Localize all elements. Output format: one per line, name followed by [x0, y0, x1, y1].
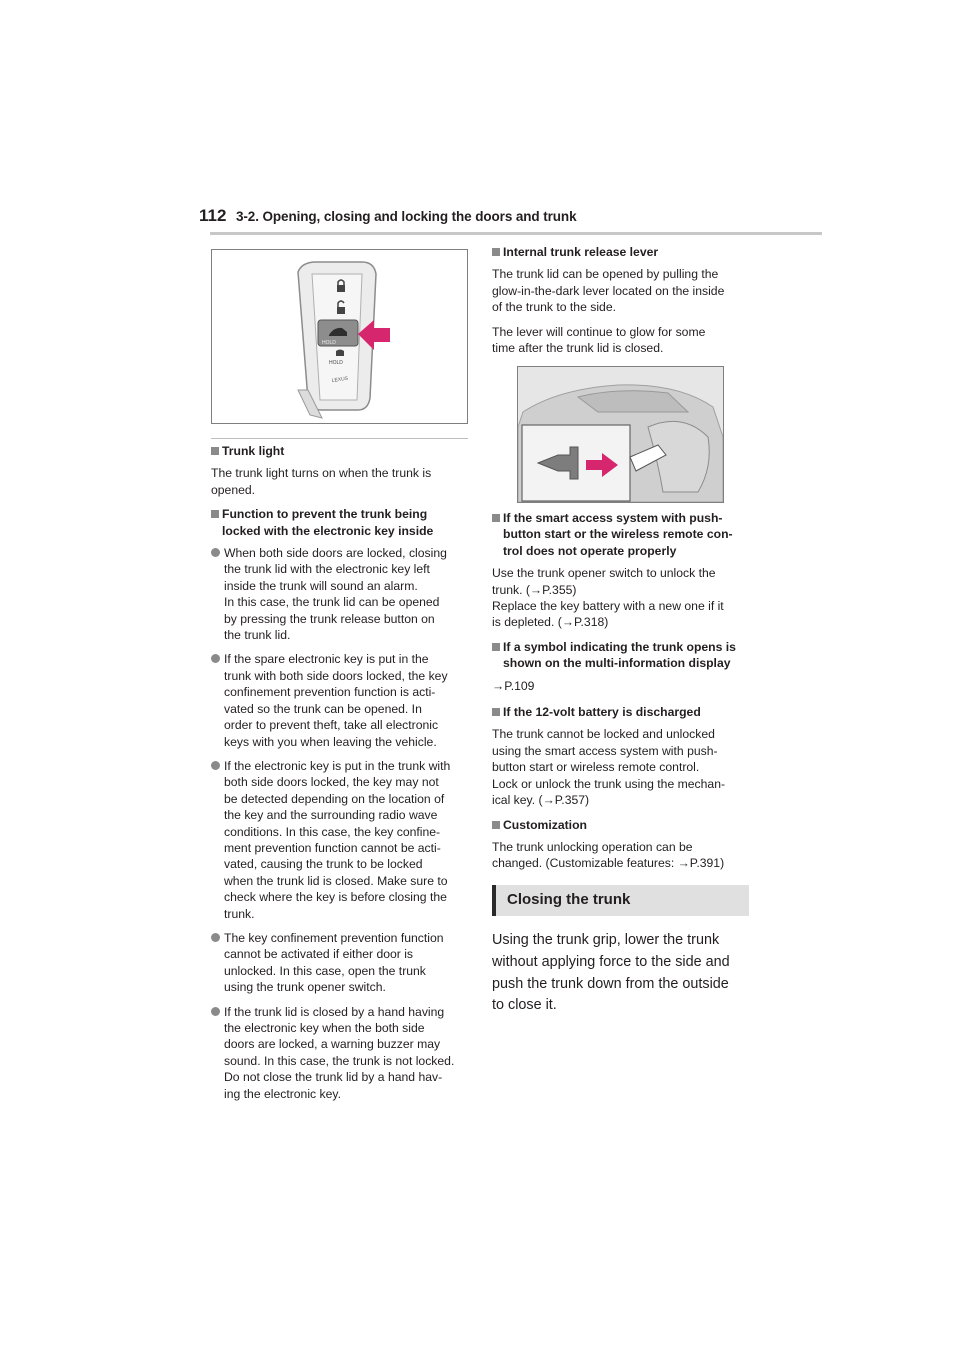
battery-body: The trunk cannot be locked and unlocked using the smart access system with push- button start or wireless remote control. Lock or unlock the trunk using the mechan- ical key. (→P.357) — [492, 727, 726, 808]
trunk-lever-figure — [517, 366, 724, 503]
page-number: 112 — [199, 206, 227, 225]
bullet-item: The key confinement prevention function cannot be activated if either door is unlocked. In this case, open the trunk using the trunk opener switch. — [211, 930, 473, 996]
heading-key-inside: Function to prevent the trunk being locked with the electronic key inside — [211, 506, 473, 539]
header-rule — [210, 232, 822, 235]
trunk-lever-illustration — [518, 367, 723, 502]
heading-symbol: If a symbol indicating the trunk opens is shown on the multi-information display — [492, 639, 760, 672]
customization-body: The trunk unlocking operation can be changed. (Customizable features: →P.391) — [492, 839, 725, 871]
svg-text:LEXUS: LEXUS — [331, 375, 349, 384]
heading-customization: Customization — [492, 817, 760, 833]
bullet-item: When both side doors are locked, closing the trunk lid with the electronic key left inside the trunk will sound an alarm. In this case, the trunk lid can be opened by pressing the trunk release button on the trunk lid. — [211, 545, 473, 643]
right-column-mid — [492, 510, 760, 880]
right-column-top — [492, 244, 760, 364]
bullet-item: If the electronic key is put in the trunk with both side doors locked, the key may not be detected depending on the location of the key and the surrounding radio wave conditions. In this case, the key confine- ment prevention function cannot be acti- vated, causing the trunk to be locked when the trunk lid is closed. Make sure to check where the key is before closing the trunk. — [211, 758, 473, 922]
heading-trunk-light: Trunk light — [211, 443, 473, 459]
panic-icon — [336, 350, 344, 357]
heading-internal-lever: Internal trunk release lever — [492, 244, 760, 260]
internal-lever-p2: The lever will continue to glow for some time after the trunk lid is closed. — [492, 324, 706, 356]
bullet-item: If the trunk lid is closed by a hand having the electronic key when the both side doors are locked, a warning buzzer may sound. In this case, the trunk is not locked. Do not close the trunk lid by a hand hav- ing the electronic key. — [211, 1004, 473, 1102]
heading-smart-access: If the smart access system with push- button start or the wireless remote con- trol does not operate properly — [492, 510, 760, 559]
svg-text:HOLD: HOLD — [322, 340, 336, 346]
closing-section-bar — [492, 885, 749, 916]
key-fob-figure — [211, 249, 468, 424]
left-column — [211, 443, 473, 1110]
key-fob-illustration — [212, 250, 467, 423]
smart-access-body: Use the trunk opener switch to unlock the trunk. (→P.355) Replace the key battery with a new one if it is depleted. (→P.318) — [492, 566, 724, 630]
internal-lever-p1: The trunk lid can be opened by pulling the glow-in-the-dark lever located on the inside of the trunk to the side. — [492, 267, 725, 315]
trunk-light-body: The trunk light turns on when the trunk is opened. — [211, 466, 432, 497]
closing-body: Using the trunk grip, lower the trunk without applying force to the side and push the trunk down from the outside to close it. — [492, 932, 730, 1014]
closing-section-title: Closing the trunk — [507, 891, 631, 908]
left-divider — [211, 438, 468, 439]
symbol-ref[interactable]: →P.109 — [492, 678, 535, 693]
heading-battery: If the 12-volt battery is discharged — [492, 704, 760, 720]
svg-text:HOLD: HOLD — [329, 360, 343, 366]
section-title: 3-2. Opening, closing and locking the doors and trunk — [236, 209, 577, 224]
bullet-item: If the spare electronic key is put in the trunk with both side doors locked, the key confinement prevention function is acti- vated so the trunk can be opened. In order to prevent theft, take all electronic keys with you when leaving the vehicle. — [211, 651, 473, 749]
